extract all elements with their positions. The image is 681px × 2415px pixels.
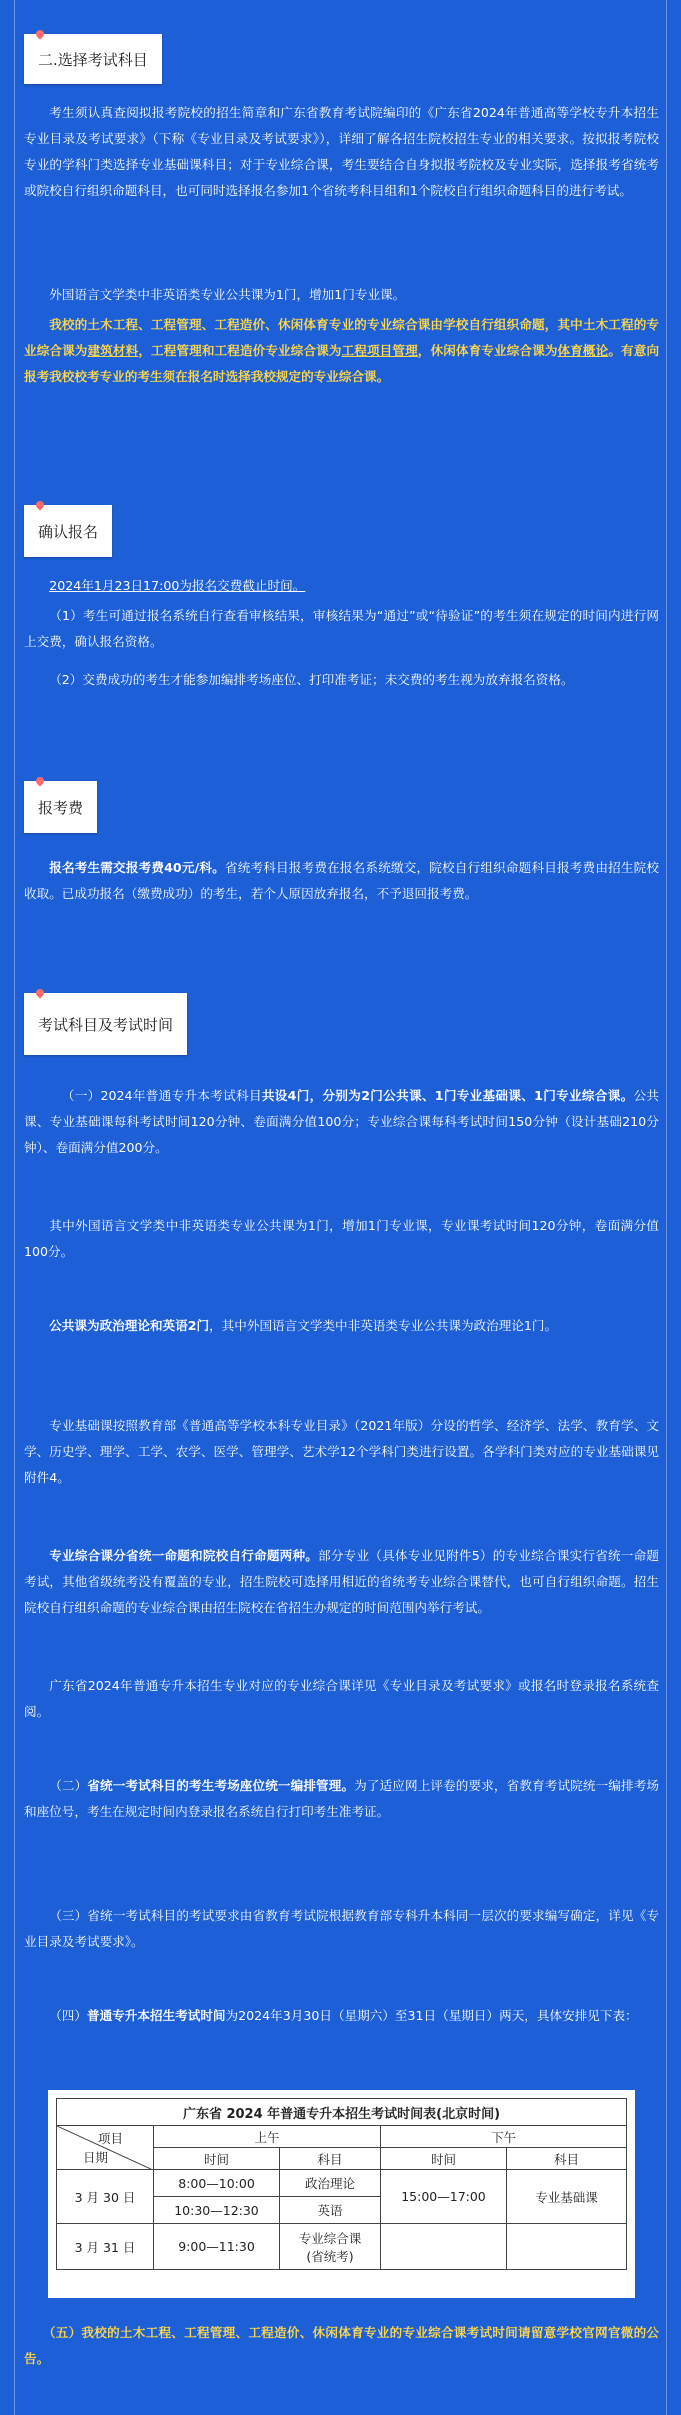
header-afternoon: 下午: [381, 2126, 627, 2148]
exam-schedule-table: [48, 2090, 635, 2298]
subject-cell: 政治理论: [280, 2170, 381, 2197]
subject-cell: 英语: [280, 2197, 381, 2224]
header-subject: 科目: [280, 2148, 381, 2170]
heading-text: 报考费: [38, 798, 84, 817]
paragraph: 考生须认真查阅拟报考院校的招生简章和广东省教育考试院编印的《广东省2024年普通高等学校专升本招生专业目录及考试要求》（下称《专业目录及考试要求》），详细了解各招生院校招生专业的相关要求。按拟报考院校专业的学科门类选择专业基础课科目；对于专业综合课，考生要结合自身拟报考院校及专业实际，选择报考省统考或院校自行组织命题科目，也可同时选择报名参加1个省统考科目组和1个院校自行组织命题科目的进行考试。: [24, 105, 659, 198]
heading-text: 确认报名: [38, 522, 99, 541]
subject-cell: 专业基础课: [507, 2170, 627, 2224]
paragraph: （三）省统一考试科目的考试要求由省教育考试院根据教育部专科升本科同一层次的要求编写确定，详见《专业目录及考试要求》。: [24, 1908, 659, 1949]
header-morning: 上午: [154, 2126, 381, 2148]
subject-line: (省统考): [306, 2248, 354, 2264]
date-cell: 3 月 31 日: [57, 2224, 154, 2270]
header-subject: 科目: [507, 2148, 627, 2170]
corner-bottom-label: 日期: [83, 2150, 109, 2165]
heading-fee: [24, 781, 97, 833]
paragraph: 专业综合课分省统一命题和院校自行命题两种。部分专业（具体专业见附件5）的专业综合课实行省统一命题考试，其他省级统考没有覆盖的专业，招生院校可选择用相近的省统考专业综合课替代，也可自行组织命题。招生院校自行组织命题的专业综合课由招生院校在省招生办规定的时间范围内举行考试。: [24, 1548, 659, 1615]
highlight-paragraph: 我校的土木工程、工程管理、工程造价、休闲体育专业的专业综合课由学校自行组织命题，其中土木工程的专业综合课为建筑材料，工程管理和工程造价专业综合课为工程项目管理，休闲体育专业综合课为体育概论。有意向报考我校校考专业的考生须在报名时选择我校规定的专业综合课。: [24, 317, 660, 384]
paragraph: （2）交费成功的考生才能参加编排考场座位、打印准考证；未交费的考生视为放弃报名资格。: [49, 672, 574, 687]
table-caption: 广东省 2024 年普通专升本招生考试时间表(北京时间): [57, 2099, 627, 2126]
time-cell: 8:00—10:00: [154, 2170, 280, 2197]
highlight-paragraph: （五）我校的土木工程、工程管理、工程造价、休闲体育专业的专业综合课考试时间请留意学校官网官微的公告。: [24, 2325, 659, 2366]
paragraph: 其中外国语言文学类中非英语类专业公共课为1门，增加1门专业课，专业课考试时间120分钟，卷面满分值100分。: [24, 1218, 659, 1259]
paragraph: 外国语言文学类中非英语类专业公共课为1门，增加1门专业课。: [49, 287, 406, 302]
heading-text: 二.选择考试科目: [38, 50, 148, 69]
time-cell: 10:30—12:30: [154, 2197, 280, 2224]
time-cell: 15:00—17:00: [381, 2170, 507, 2224]
empty-cell: [507, 2224, 627, 2270]
heading-confirm-registration: [24, 505, 112, 557]
heading-exam-subjects-time: [24, 993, 187, 1055]
paragraph: 广东省2024年普通专升本招生专业对应的专业综合课详见《专业目录及考试要求》或报名时登录报名系统查阅。: [24, 1678, 659, 1719]
paragraph: 公共课为政治理论和英语2门，其中外国语言文学类中非英语类专业公共课为政治理论1门。: [49, 1318, 558, 1333]
paragraph: （二）省统一考试科目的考生考场座位统一编排管理。为了适应网上评卷的要求，省教育考试院统一编排考场和座位号，考生在规定时间内登录报名系统自行打印考生准考证。: [24, 1778, 660, 1819]
date-cell: 3 月 30 日: [57, 2170, 154, 2224]
paragraph: 报名考生需交报考费40元/科。省统考科目报考费在报名系统缴交，院校自行组织命题科目报考费由招生院校收取。已成功报名（缴费成功）的考生，若个人原因放弃报名，不予退回报考费。: [24, 860, 659, 901]
heading-text: 考试科目及考试时间: [38, 1015, 174, 1034]
header-time: 时间: [381, 2148, 507, 2170]
subject-cell: [280, 2224, 381, 2270]
paragraph: （1）考生可通过报名系统自行查看审核结果，审核结果为“通过”或“待验证”的考生须在规定的时间内进行网上交费，确认报名资格。: [24, 608, 659, 649]
subject-line: 专业综合课: [298, 2230, 362, 2246]
paragraph: 专业基础课按照教育部《普通高等学校本科专业目录》（2021年版）分设的哲学、经济学、法学、教育学、文学、历史学、理学、工学、农学、医学、管理学、艺术学12个学科门类进行设置。各学科门类对应的专业基础课见附件4。: [24, 1418, 659, 1485]
header-time: 时间: [154, 2148, 280, 2170]
empty-cell: [381, 2224, 507, 2270]
schedule-table: [56, 2098, 627, 2270]
time-cell: 9:00—11:30: [154, 2224, 280, 2270]
table-corner-cell: [57, 2126, 154, 2170]
deadline-text: 2024年1月23日17:00为报名交费截止时间。: [49, 578, 306, 593]
heading-select-subjects: [24, 34, 162, 84]
paragraph: （四）普通专升本招生考试时间为2024年3月30日（星期六）至31日（星期日）两天，具体安排见下表：: [49, 2008, 638, 2023]
corner-top-label: 项目: [97, 2131, 123, 2146]
paragraph: （一）2024年普通专升本考试科目共设4门，分别为2门公共课、1门专业基础课、1门专业综合课。公共课、专业基础课每科考试时间120分钟、卷面满分值100分；专业综合课每科考试时间150分钟（设计基础210分钟）、卷面满分值200分。: [24, 1088, 659, 1155]
